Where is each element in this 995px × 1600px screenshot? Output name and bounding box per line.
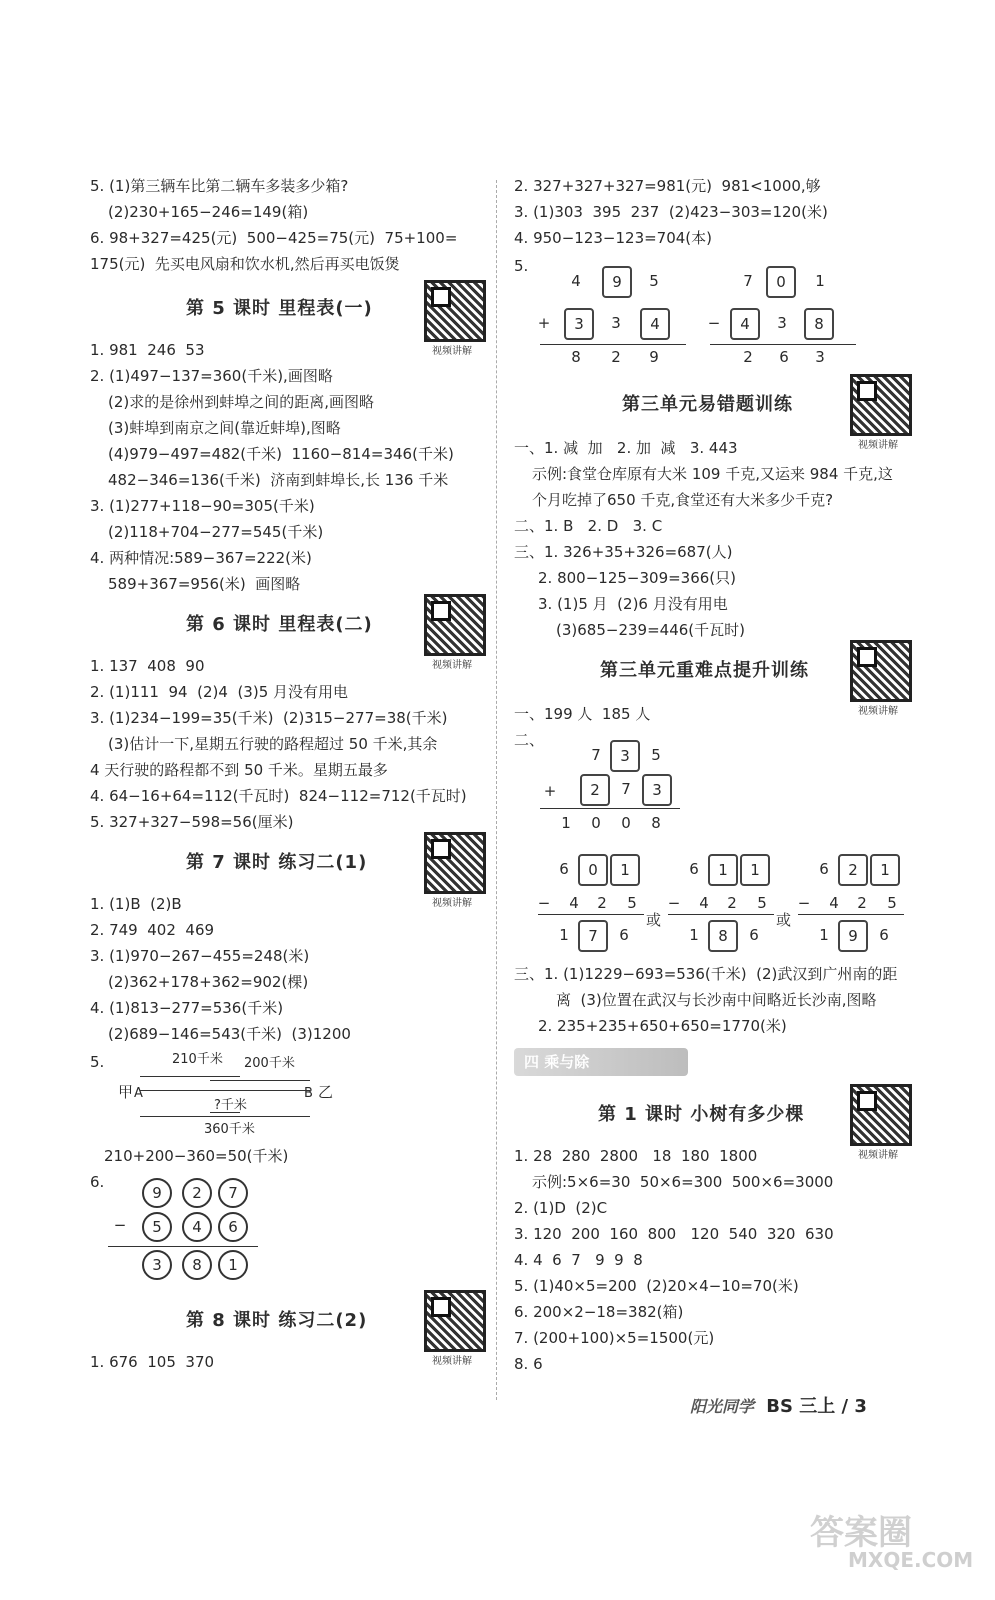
digit-box: 8: [708, 920, 738, 952]
label-yi: 乙: [318, 1083, 334, 1101]
digit-box: 3: [610, 740, 640, 772]
digit: 7: [591, 746, 601, 764]
digit: 1: [815, 272, 825, 290]
digit: 6: [879, 926, 889, 944]
answer-line: 1. 676 105 370: [90, 1353, 215, 1371]
digit: 6: [218, 1212, 248, 1242]
answer-line: 三、1. (1)1229−693=536(千米) (2)武汉到广州南的距: [514, 965, 898, 983]
digit: 2: [857, 894, 867, 912]
qr-caption: 视频讲解: [858, 706, 898, 717]
qr-caption: 视频讲解: [432, 660, 472, 671]
sum-line: [538, 914, 644, 915]
section-title: 第 1 课时 小树有多少棵: [598, 1104, 805, 1125]
answer-line: 5.: [90, 1053, 105, 1071]
answer-line: 4. 64−16+64=112(千瓦时) 824−112=712(千瓦时): [90, 787, 467, 805]
sum-line: [710, 344, 856, 345]
digit-box: 8: [804, 308, 834, 340]
answer-line: 1. (1)B (2)B: [90, 895, 182, 913]
digit-box: 1: [870, 854, 900, 886]
sum-line: [540, 808, 680, 809]
digit-box: 2: [838, 854, 868, 886]
answer-line: 7. (200+100)×5=1500(元): [514, 1329, 715, 1347]
qr-caption: 视频讲解: [858, 1150, 898, 1161]
answer-line: 5.: [514, 257, 529, 275]
column-divider: [496, 180, 497, 1400]
answer-line: 2. (1)111 94 (2)4 (3)5 月没有用电: [90, 683, 349, 701]
qr-code-icon[interactable]: [850, 374, 912, 436]
qr-code-icon[interactable]: [424, 280, 486, 342]
brace-210: [140, 1076, 240, 1077]
label-360: 360千米: [204, 1122, 255, 1137]
sum-line: [668, 914, 774, 915]
digit: 5: [651, 746, 661, 764]
digit: 5: [627, 894, 637, 912]
answer-line: 4. 4 6 7 9 9 8: [514, 1251, 643, 1269]
digit: 2: [727, 894, 737, 912]
answer-line: 3. 120 200 160 800 120 540 320 630: [514, 1225, 834, 1243]
digit-box: 1: [708, 854, 738, 886]
answer-line: (2)230+165−246=149(箱): [108, 203, 309, 221]
answer-line: 6.: [90, 1173, 105, 1191]
digit: 3: [142, 1250, 172, 1280]
digit: 3: [815, 348, 825, 366]
label-jia: 甲: [118, 1083, 134, 1101]
operator: −: [707, 314, 721, 332]
section-title: 第 7 课时 练习二(1): [186, 852, 368, 873]
answer-line: 三、1. 326+35+326=687(人): [514, 543, 733, 561]
answer-line: 4. (1)813−277=536(千米): [90, 999, 284, 1017]
digit: 6: [689, 860, 699, 878]
digit-box: 1: [740, 854, 770, 886]
answer-line: 一、199 人 185 人: [514, 705, 651, 723]
qr-caption: 视频讲解: [432, 1356, 472, 1367]
operator: +: [543, 782, 557, 800]
digit: 5: [142, 1212, 172, 1242]
digit: 1: [819, 926, 829, 944]
digit: 0: [591, 814, 601, 832]
qr-code-icon[interactable]: [424, 1290, 486, 1352]
digit: 4: [182, 1212, 212, 1242]
digit: 6: [819, 860, 829, 878]
page-footer: [690, 1392, 867, 1418]
answer-line: 二、1. B 2. D 3. C: [514, 517, 663, 535]
answer-line: (2)118+704−277=545(千米): [108, 523, 324, 541]
digit: 4: [571, 272, 581, 290]
answer-line: 6. 98+327=425(元) 500−425=75(元) 75+100=: [90, 229, 458, 247]
answer-line: (3)蚌埠到南京之间(靠近蚌埠),图略: [108, 419, 341, 437]
digit-box: 9: [838, 920, 868, 952]
digit: 5: [757, 894, 767, 912]
label-200: 200千米: [244, 1056, 295, 1071]
digit: 2: [611, 348, 621, 366]
answer-line: 2. 235+235+650+650=1770(米): [538, 1017, 787, 1035]
answer-line: 个月吃掉了650 千克,食堂还有大米多少千克?: [532, 491, 834, 509]
operator: −: [113, 1216, 127, 1234]
brand-logo: 阳光同学: [690, 1397, 755, 1416]
answer-line: (4)979−497=482(千米) 1160−814=346(千米): [108, 445, 454, 463]
operator: −: [667, 894, 681, 912]
digit: 4: [569, 894, 579, 912]
unit-banner: 四 乘与除: [514, 1048, 688, 1076]
digit: 3: [777, 314, 787, 332]
digit: 7: [621, 780, 631, 798]
qr-code-icon[interactable]: [424, 594, 486, 656]
answer-line: 2. 749 402 469: [90, 921, 215, 939]
answer-line: 1. 28 280 2800 18 180 1800: [514, 1147, 758, 1165]
label-210: 210千米: [172, 1052, 223, 1067]
answer-line: 示例:5×6=30 50×6=300 500×6=3000: [532, 1173, 834, 1191]
section-title: 第 5 课时 里程表(一): [186, 298, 373, 319]
digit: 1: [689, 926, 699, 944]
or-label: 或: [646, 911, 662, 929]
digit: 8: [651, 814, 661, 832]
digit: 4: [829, 894, 839, 912]
qr-code-icon[interactable]: [850, 640, 912, 702]
digit: 7: [218, 1178, 248, 1208]
sum-line: [798, 914, 904, 915]
digit-box: 0: [578, 854, 608, 886]
or-label: 或: [776, 911, 792, 929]
digit-box: 1: [610, 854, 640, 886]
qr-code-icon[interactable]: [850, 1084, 912, 1146]
answer-line: 5. (1)40×5=200 (2)20×4−10=70(米): [514, 1277, 799, 1295]
answer-line: 离 (3)位置在武汉与长沙南中间略近长沙南,图略: [556, 991, 877, 1009]
digit: 6: [619, 926, 629, 944]
digit: 2: [182, 1178, 212, 1208]
digit: 7: [743, 272, 753, 290]
answer-line: (2)362+178+362=902(棵): [108, 973, 309, 991]
answer-line: 4. 两种情况:589−367=222(米): [90, 549, 312, 567]
digit: 5: [887, 894, 897, 912]
digit-box: 0: [766, 266, 796, 298]
operator: −: [537, 894, 551, 912]
answer-line: (2)689−146=543(千米) (3)1200: [108, 1025, 351, 1043]
answer-line: 3. (1)303 395 237 (2)423−303=120(米): [514, 203, 828, 221]
operator: +: [537, 314, 551, 332]
answer-line: 2. 327+327+327=981(元) 981<1000,够: [514, 177, 821, 195]
answer-line: 二、: [514, 731, 545, 749]
answer-line: 6. 200×2−18=382(箱): [514, 1303, 684, 1321]
answer-line: 2. (1)497−137=360(千米),画图略: [90, 367, 333, 385]
answer-line: 3. (1)277+118−90=305(千米): [90, 497, 315, 515]
digit-box: 7: [578, 920, 608, 952]
brace-200: [210, 1080, 310, 1081]
operator: −: [797, 894, 811, 912]
digit-box: 4: [730, 308, 760, 340]
watermark-url: MXQE.COM: [848, 1548, 974, 1572]
answer-line: 3. (1)5 月 (2)6 月没有用电: [538, 595, 728, 613]
section-title: 第三单元重难点提升训练: [600, 660, 809, 681]
answer-line: 3. (1)970−267−455=248(米): [90, 947, 310, 965]
digit-box: 9: [602, 266, 632, 298]
answer-line: 8. 6: [514, 1355, 543, 1373]
answer-line: 2. 800−125−309=366(只): [538, 569, 737, 587]
digit: 6: [559, 860, 569, 878]
sum-line: [540, 344, 686, 345]
answer-line: (3)685−239=446(千瓦时): [556, 621, 745, 639]
digit: 2: [743, 348, 753, 366]
answer-line: (2)求的是徐州到蚌埠之间的距离,画图略: [108, 393, 375, 411]
page-number: BS 三上 / 3: [766, 1396, 867, 1417]
answer-line: 示例:食堂仓库原有大米 109 千克,又运来 984 千克,这: [532, 465, 893, 483]
answer-line: 482−346=136(千米) 济南到蚌埠长,长 136 千米: [108, 471, 449, 489]
answer-line: 589+367=956(米) 画图略: [108, 575, 301, 593]
digit: 1: [559, 926, 569, 944]
digit: 8: [182, 1250, 212, 1280]
watermark-logo: 答案圈: [810, 1513, 912, 1553]
digit: 5: [649, 272, 659, 290]
label-a: A: [134, 1086, 143, 1101]
section-title: 第三单元易错题训练: [622, 394, 793, 415]
digit: 1: [561, 814, 571, 832]
qr-caption: 视频讲解: [858, 440, 898, 451]
brace-360: [140, 1116, 310, 1117]
answer-line: 3. (1)234−199=35(千米) (2)315−277=38(千米): [90, 709, 448, 727]
qr-caption: 视频讲解: [432, 346, 472, 357]
answer-line: 2. (1)D (2)C: [514, 1199, 608, 1217]
digit-box: 4: [640, 308, 670, 340]
brace-q: [210, 1112, 240, 1113]
answer-line: 1. 137 408 90: [90, 657, 205, 675]
digit: 8: [571, 348, 581, 366]
digit-box: 2: [580, 774, 610, 806]
digit-box: 3: [642, 774, 672, 806]
digit-box: 3: [564, 308, 594, 340]
section-title: 第 8 课时 练习二(2): [186, 1310, 368, 1331]
qr-caption: 视频讲解: [432, 898, 472, 909]
digit: 9: [142, 1178, 172, 1208]
digit: 9: [649, 348, 659, 366]
digit: 3: [611, 314, 621, 332]
digit: 1: [218, 1250, 248, 1280]
answer-line: 4. 950−123−123=704(本): [514, 229, 713, 247]
digit: 6: [749, 926, 759, 944]
digit: 2: [597, 894, 607, 912]
route-line: [140, 1090, 310, 1091]
answer-line: 一、1. 减 加 2. 加 减 3. 443: [514, 439, 738, 457]
answer-line: 210+200−360=50(千米): [104, 1147, 289, 1165]
answer-line: 5. 327+327−598=56(厘米): [90, 813, 294, 831]
digit: 0: [621, 814, 631, 832]
digit: 4: [699, 894, 709, 912]
answer-line: 175(元) 先买电风扇和饮水机,然后再买电饭煲: [90, 255, 400, 273]
label-q: ?千米: [214, 1098, 247, 1113]
digit: 6: [779, 348, 789, 366]
section-title: 第 6 课时 里程表(二): [186, 614, 373, 635]
qr-code-icon[interactable]: [424, 832, 486, 894]
answer-line: 5. (1)第三辆车比第二辆车多装多少箱?: [90, 177, 349, 195]
label-b: B: [304, 1086, 313, 1101]
answer-line: (3)估计一下,星期五行驶的路程超过 50 千米,其余: [108, 735, 438, 753]
answer-line: 1. 981 246 53: [90, 341, 205, 359]
sum-line: [108, 1246, 258, 1247]
answer-line: 4 天行驶的路程都不到 50 千米。星期五最多: [90, 761, 388, 779]
